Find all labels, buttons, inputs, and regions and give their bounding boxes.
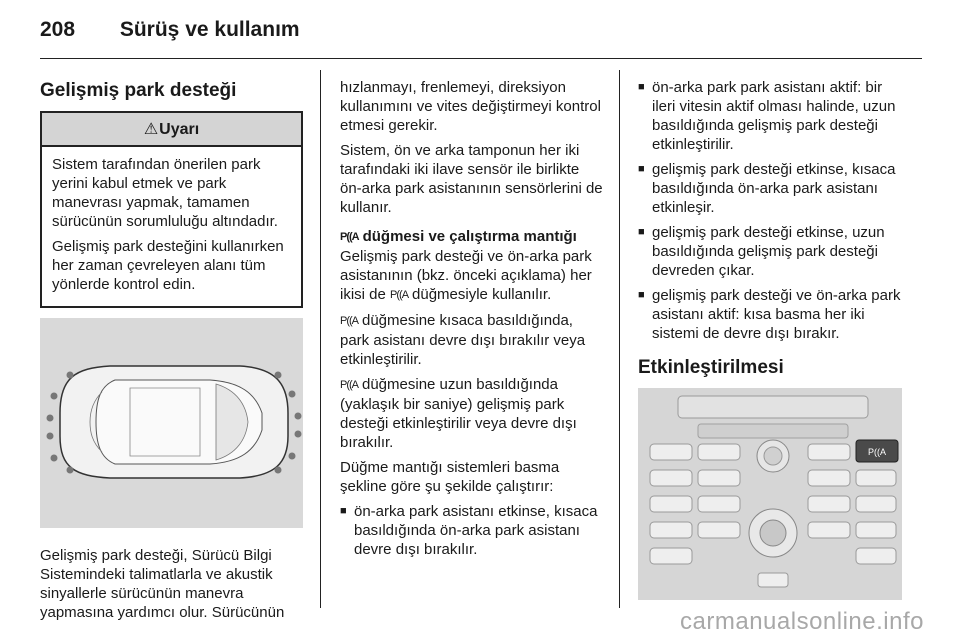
intro-text: Gelişmiş park desteği, Sürücü Bilgi Sistemindeki talimatlarla ve akustik sinyallerle sürücünün manevra yapmasına yardımcı olur. Sürücünün	[40, 547, 285, 621]
activation-heading: Etkinleştirilmesi	[638, 357, 784, 378]
body-text: Düğme mantığı sistemleri basma şekline göre şu şekilde çalıştırır:	[340, 459, 560, 495]
section-title: Gelişmiş park desteği	[40, 80, 237, 101]
warning-header	[42, 113, 301, 147]
park-assist-button-icon: P((A	[340, 231, 359, 243]
column-2	[340, 78, 605, 565]
warning-text: Gelişmiş park desteğini kullanırken her zaman çevreleyen alanı tüm yönlerde kontrol edin.	[52, 238, 284, 293]
watermark: carmanualsonline.info	[680, 608, 924, 635]
svg-text:P((A: P((A	[868, 447, 886, 457]
list-item: ■ gelişmiş park desteği ve ön-arka park asistanı aktif: kısa basma her iki sistemi de devre dışı bırakır.	[638, 286, 902, 343]
park-assist-button-icon: P((A	[390, 289, 409, 301]
body-text: Gelişmiş park desteği ve ön-arka park asistanının (bkz. önceki açıklama) her ikisi de P((A düğmesiyle kullanılır.	[340, 248, 592, 303]
body-text: hızlanmayı, frenlemeyi, direksiyon kullanımını ve vites değiştirmeyi kontrol etmesi gerekir.	[340, 79, 601, 134]
column-divider-2	[619, 70, 620, 608]
button-logic-heading	[340, 227, 605, 247]
list-item: ■ gelişmiş park desteği etkinse, kısaca basıldığında ön-arka park asistanı etkinleşir.	[638, 160, 902, 217]
column-1	[40, 78, 303, 628]
chapter-title: Sürüş ve kullanım	[119, 18, 300, 41]
warning-body	[42, 147, 301, 306]
list-item: ■ ön-arka park asistanı etkinse, kısaca basıldığında ön-arka park asistanı devre dışı bırakılır.	[340, 502, 605, 559]
body-text: Sistem, ön ve arka tamponun her iki tarafındaki iki ilave sensör ile birlikte ön-arka park asistanının sensörlerini de kullanır.	[340, 142, 603, 216]
bullet-list	[638, 78, 902, 343]
console-panel-illustration	[638, 388, 902, 600]
park-assist-button-icon: P((A	[340, 379, 358, 391]
car-sensor-illustration	[40, 318, 303, 528]
warning-text: Sistem tarafından önerilen park yerini kabul etmek ve park manevrası yapmak, tamamen sürücünün sorumluluğu altındadır.	[52, 156, 278, 230]
center-console-icon	[638, 388, 902, 600]
page-header	[40, 18, 300, 42]
page-number: 208	[40, 18, 76, 41]
body-text: P((A düğmesine kısaca basıldığında, park asistanı devre dışı bırakılır veya etkinleştirilir.	[340, 312, 586, 368]
list-item: ■ ön-arka park park asistanı aktif: bir ileri vitesin aktif olması halinde, uzun basıldığında gelişmiş park desteği etkinleştirilir.	[638, 78, 902, 154]
warning-icon: ⚠	[143, 121, 159, 138]
bullet-list	[340, 502, 605, 559]
warning-title: Uyarı	[159, 121, 200, 138]
subheading-text: düğmesi ve çalıştırma mantığı	[362, 228, 577, 245]
park-assist-button-icon: P((A	[340, 315, 358, 327]
car-top-view-icon	[40, 318, 303, 528]
column-3	[638, 78, 902, 600]
list-item: ■ gelişmiş park desteği etkinse, uzun basıldığında gelişmiş park desteği devreden çıkar.	[638, 223, 902, 280]
column-divider-1	[320, 70, 321, 608]
warning-box	[40, 111, 303, 308]
body-text: P((A düğmesine uzun basıldığında (yaklaşık bir saniye) gelişmiş park desteği etkinleştirilir veya devre dışı bırakılır.	[340, 376, 577, 451]
header-divider	[40, 58, 922, 59]
